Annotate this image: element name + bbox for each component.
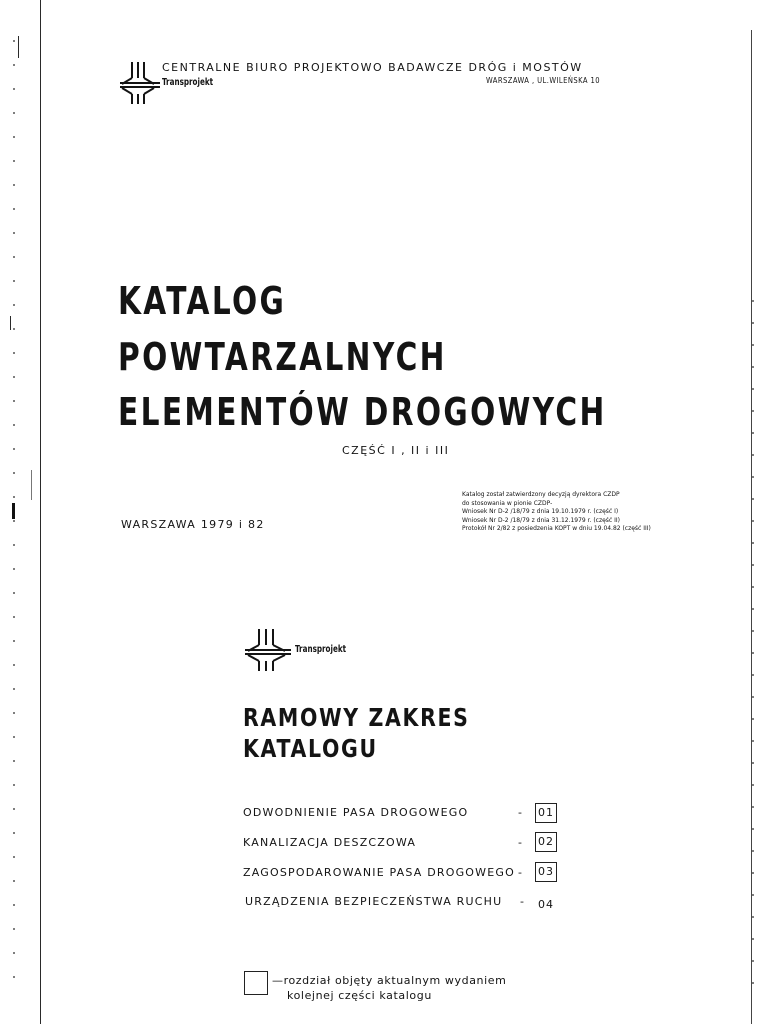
right-scan-edge	[751, 30, 752, 1024]
margin-dot	[13, 256, 15, 258]
margin-dot	[13, 760, 15, 762]
title-line-3: ELEMENTÓW DROGOWYCH	[118, 390, 607, 434]
organization-name: CENTRALNE BIURO PROJEKTOWO BADAWCZE DRÓG i MOSTÓW	[162, 61, 583, 74]
margin-dot	[13, 472, 15, 474]
margin-dot	[13, 856, 15, 858]
margin-dot	[752, 366, 754, 368]
approval-note-line: Katalog został zatwierdzony decyzją dyrektora CZDP	[462, 490, 620, 498]
margin-dot	[752, 454, 754, 456]
lower-logo-text: Transprojekt	[295, 644, 347, 655]
margin-dot	[752, 696, 754, 698]
margin-dot	[752, 872, 754, 874]
margin-dot	[752, 608, 754, 610]
organization-address: WARSZAWA , UL.WILEŃSKA 10	[486, 76, 601, 85]
margin-dot	[13, 592, 15, 594]
margin-dot	[752, 542, 754, 544]
margin-dot	[752, 476, 754, 478]
margin-dot	[13, 112, 15, 114]
margin-dot	[752, 894, 754, 896]
margin-dot	[13, 40, 15, 42]
margin-dot	[13, 688, 15, 690]
scope-heading-line-1: RAMOWY ZAKRES	[243, 703, 470, 732]
margin-dot	[752, 344, 754, 346]
approval-note-line: Wniosek Nr D-2 /18/79 z dnia 31.12.1979 r. (część II)	[462, 515, 620, 524]
margin-dot	[13, 568, 15, 570]
margin-dot	[752, 520, 754, 522]
margin-dot	[13, 160, 15, 162]
margin-dot	[13, 424, 15, 426]
margin-dot	[13, 928, 15, 930]
scope-item-dash: -	[520, 895, 524, 908]
left-margin-mark	[31, 470, 32, 500]
margin-dot	[752, 432, 754, 434]
margin-dot	[13, 664, 15, 666]
margin-dot	[13, 304, 15, 306]
margin-dot	[752, 410, 754, 412]
lower-logo	[243, 627, 293, 677]
scope-item-code: 01	[535, 803, 557, 823]
margin-dot	[752, 938, 754, 940]
approval-note-line: Wniosek Nr D-2 /18/79 z dnia 19.10.1979 r. (część I)	[462, 507, 619, 516]
title-line-2: POWTARZALNYCH	[118, 335, 447, 379]
margin-dot	[752, 586, 754, 588]
approval-note-line: Protokół Nr 2/82 z posiedzenia KOPT w dniu 19.04.82 (część III)	[462, 524, 651, 533]
place-and-date: WARSZAWA 1979 i 82	[121, 518, 265, 531]
margin-dot	[752, 916, 754, 918]
transprojekt-logo-icon	[118, 60, 162, 106]
scope-item-label: ODWODNIENIE PASA DROGOWEGO	[243, 806, 469, 819]
margin-dot	[13, 904, 15, 906]
margin-dot	[13, 88, 15, 90]
margin-dot	[752, 300, 754, 302]
scope-item-label: ZAGOSPODAROWANIE PASA DROGOWEGO	[243, 866, 515, 879]
margin-dot	[13, 352, 15, 354]
margin-dot	[13, 976, 15, 978]
margin-dot	[752, 388, 754, 390]
margin-dot	[13, 400, 15, 402]
scope-item-code: 02	[535, 832, 557, 852]
margin-dot	[13, 736, 15, 738]
scope-item-label: URZĄDZENIA BEZPIECZEŃSTWA RUCHU	[245, 895, 503, 908]
left-margin-mark	[18, 36, 19, 58]
approval-note-line: do stosowania w pionie CZDP-	[462, 498, 553, 507]
margin-dot	[13, 496, 15, 498]
margin-dot	[752, 718, 754, 720]
margin-dot	[13, 448, 15, 450]
margin-dot	[13, 832, 15, 834]
header-logo-text: Transprojekt	[162, 77, 214, 88]
legend-box	[244, 971, 268, 995]
margin-dot	[13, 640, 15, 642]
margin-dot	[752, 564, 754, 566]
left-margin-mark	[12, 503, 15, 519]
margin-dot	[13, 520, 15, 522]
title-line-1: KATALOG	[118, 279, 287, 323]
left-scan-edge	[40, 0, 41, 1024]
scope-item-dash: -	[518, 836, 522, 849]
margin-dot	[752, 850, 754, 852]
margin-dot	[13, 616, 15, 618]
margin-dot	[13, 328, 15, 330]
margin-dot	[752, 828, 754, 830]
scope-item-dash: -	[518, 806, 522, 819]
scope-item-code: 04	[538, 898, 554, 911]
margin-dot	[13, 808, 15, 810]
margin-dot	[13, 184, 15, 186]
margin-dot	[752, 784, 754, 786]
margin-dot	[752, 982, 754, 984]
scope-heading-line-2: KATALOGU	[243, 734, 378, 763]
margin-dot	[13, 136, 15, 138]
margin-dot	[13, 544, 15, 546]
margin-dot	[752, 652, 754, 654]
legend-text	[272, 973, 506, 1003]
margin-dot	[752, 498, 754, 500]
legend-line-1: —rozdział objęty aktualnym wydaniem	[272, 974, 507, 987]
margin-dot	[752, 762, 754, 764]
parts-label: CZĘŚĆ I , II i III	[342, 444, 450, 457]
margin-dot	[752, 322, 754, 324]
margin-dot	[13, 712, 15, 714]
scope-item-dash: -	[518, 866, 522, 879]
margin-dot	[13, 952, 15, 954]
transprojekt-logo-icon	[243, 627, 293, 673]
margin-dot	[752, 806, 754, 808]
legend-line-2: kolejnej części katalogu	[287, 989, 432, 1002]
margin-dot	[13, 376, 15, 378]
margin-dot	[13, 280, 15, 282]
margin-dot	[13, 880, 15, 882]
left-margin-mark	[10, 316, 11, 330]
margin-dot	[752, 740, 754, 742]
header-logo	[118, 60, 162, 110]
margin-dot	[752, 674, 754, 676]
margin-dot	[13, 232, 15, 234]
margin-dot	[13, 784, 15, 786]
scope-item-code: 03	[535, 862, 557, 882]
margin-dot	[752, 630, 754, 632]
margin-dot	[13, 64, 15, 66]
scope-item-label: KANALIZACJA DESZCZOWA	[243, 836, 417, 849]
margin-dot	[13, 208, 15, 210]
margin-dot	[752, 960, 754, 962]
